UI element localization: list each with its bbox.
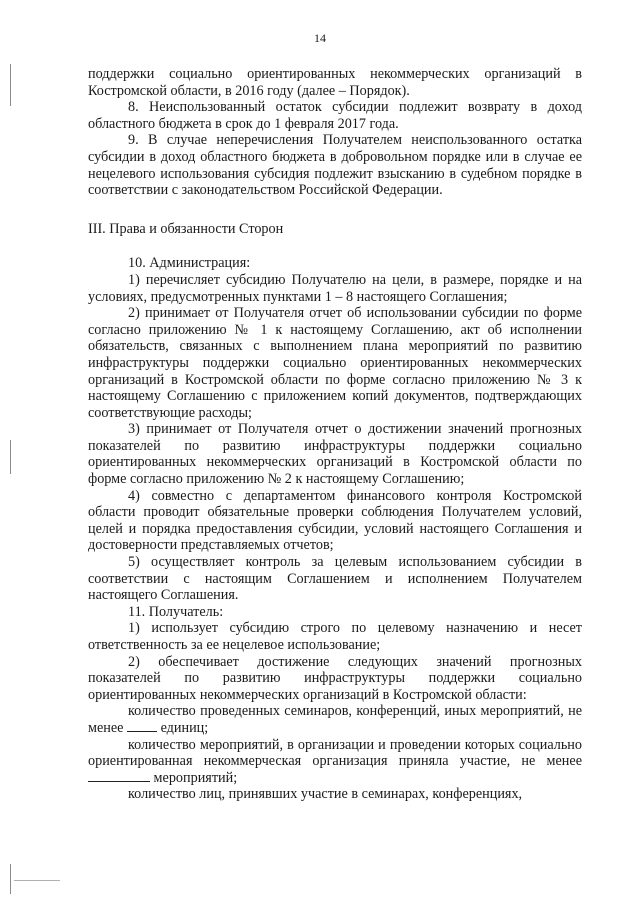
fill-in-blank (127, 720, 157, 732)
paragraph: поддержки социально ориентированных некоммерческих организаций в Костромской области, в 2016 году (далее – Порядок). (88, 66, 582, 99)
section-heading: III. Права и обязанности Сторон (88, 220, 284, 237)
subitem: 2) принимает от Получателя отчет об использовании субсидии по форме согласно приложению № 1 к настоящему Соглашению, акт об исполнении обязательств, связанных с выполнением плана мероприятий по развитию инфраструктуры поддержки социально ориентированных некоммерческих организаций в Костромской области по форме согласно приложению № 3 к настоящему Соглашению с приложением копий документов, подтверждающих соответствующие расходы; (88, 305, 582, 421)
subitem: 3) принимает от Получателя отчет о достижении значений прогнозных показателей по развитию инфраструктуры поддержки социально ориентированных некоммерческих организаций в Костромской области по форме согласно приложению № 2 к настоящему Соглашению; (88, 421, 582, 488)
paragraph-item-8: 8. Неиспользованный остаток субсидии подлежит возврату в доход областного бюджета в срок до 1 февраля 2017 года. (88, 99, 582, 132)
paragraph-item-9: 9. В случае неперечисления Получателем неиспользованного остатка субсидии в доход областного бюджета в добровольном порядке или в случае ее нецелевого использования субсидия подлежит взысканию в судебном порядке в соответствии с законодательством Российской Федерации. (88, 132, 582, 199)
indicator-line (88, 703, 582, 736)
fill-in-blank (88, 770, 150, 782)
indicator-text: количество мероприятий, в организации и проведении которых социально ориентированная некоммерческая организация приняла участие, не менее (88, 736, 582, 770)
document-body (88, 66, 582, 803)
paragraph-item-11: 11. Получатель: (128, 603, 224, 620)
subitem: 5) осуществляет контроль за целевым использованием субсидии в соответствии с настоящим Соглашением и исполнением Получателем настоящего Соглашения. (88, 554, 582, 604)
scan-edge-mark (14, 880, 60, 881)
indicator-line: количество лиц, принявших участие в семинарах, конференциях, (128, 786, 523, 803)
scan-edge-mark (10, 864, 11, 894)
indicator-unit: единиц; (160, 719, 209, 736)
indicator-text: количество проведенных семинаров, конференций, иных мероприятий, не менее (88, 703, 582, 736)
subitem: 2) обеспечивает достижение следующих значений прогнозных показателей по развитию инфраструктуры поддержки социально ориентированных некоммерческих организаций в Костромской области: (88, 653, 582, 703)
indicator-unit: мероприятий; (153, 769, 238, 786)
indicator-line (88, 737, 582, 787)
subitem: 4) совместно с департаментом финансового контроля Костромской области проводит обязательные проверки соблюдения Получателем условий, целей и порядка предоставления субсидии, условий настоящего Соглашения и достоверности представляемых отчетов; (88, 487, 582, 554)
paragraph-item-10: 10. Администрация: (128, 255, 251, 272)
page-number: 14 (314, 31, 326, 45)
subitem: 1) использует субсидию строго по целевому назначению и несет ответственность за ее нецелевое использование; (88, 620, 582, 653)
subitem: 1) перечисляет субсидию Получателю на цели, в размере, порядке и на условиях, предусмотренных пунктами 1 – 8 настоящего Соглашения; (88, 271, 582, 305)
scan-edge-mark (10, 64, 11, 106)
scan-edge-mark (10, 440, 11, 474)
